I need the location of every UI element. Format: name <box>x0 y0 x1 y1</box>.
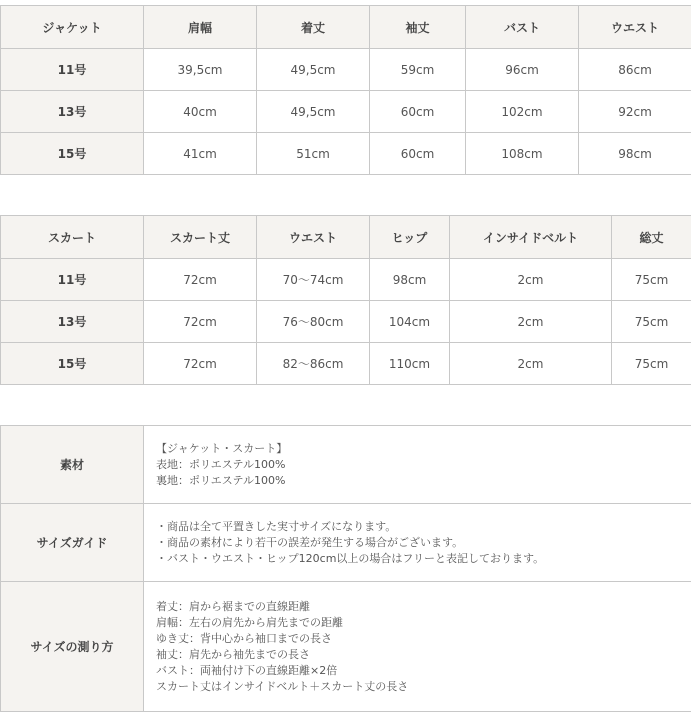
material-line: 裏地：ポリエステル100% <box>156 473 286 487</box>
column-header: ウエスト <box>257 216 370 259</box>
jacket-size-table <box>0 5 691 175</box>
table-cell: 2cm <box>450 301 612 343</box>
size-label: 15号 <box>1 133 144 175</box>
column-header: スカート <box>1 216 144 259</box>
table-header-row <box>1 216 691 259</box>
measure-line: スカート丈はインサイドベルト＋スカート丈の長さ <box>156 679 409 693</box>
table-cell: 75cm <box>612 301 691 343</box>
table-row <box>1 301 691 343</box>
table-cell: 51cm <box>257 133 370 175</box>
table-cell: 102cm <box>466 91 579 133</box>
table-cell: 96cm <box>466 49 579 91</box>
table-cell: 70〜74cm <box>257 259 370 301</box>
table-header-row <box>1 6 691 49</box>
table-cell: 60cm <box>370 133 466 175</box>
measure-row <box>1 582 691 712</box>
measure-label: サイズの測り方 <box>1 582 144 712</box>
table-row <box>1 133 691 175</box>
table-cell: 39,5cm <box>144 49 257 91</box>
measure-line: 袖丈：肩先から袖先までの長さ <box>156 647 310 661</box>
table-cell: 49,5cm <box>257 49 370 91</box>
size-guide-line: ・商品は全て平置きした実寸サイズになります。 <box>156 519 397 533</box>
table-cell: 40cm <box>144 91 257 133</box>
table-cell: 92cm <box>579 91 691 133</box>
table-cell: 75cm <box>612 259 691 301</box>
table-cell: 76〜80cm <box>257 301 370 343</box>
product-info-table <box>0 425 691 712</box>
column-header: ウエスト <box>579 6 691 49</box>
table-cell: 104cm <box>370 301 450 343</box>
column-header: 総丈 <box>612 216 691 259</box>
size-label: 13号 <box>1 91 144 133</box>
material-line: 【ジャケット・スカート】 <box>156 441 288 455</box>
size-guide-row <box>1 504 691 582</box>
table-cell: 41cm <box>144 133 257 175</box>
table-cell: 2cm <box>450 343 612 385</box>
table-cell: 49,5cm <box>257 91 370 133</box>
measure-line: 着丈：肩から裾までの直線距離 <box>156 599 310 613</box>
table-cell: 82〜86cm <box>257 343 370 385</box>
table-row <box>1 91 691 133</box>
column-header: ジャケット <box>1 6 144 49</box>
column-header: 肩幅 <box>144 6 257 49</box>
column-header: 袖丈 <box>370 6 466 49</box>
measure-line: 肩幅：左右の肩先から肩先までの距離 <box>156 615 343 629</box>
table-cell: 110cm <box>370 343 450 385</box>
size-guide-content <box>144 504 691 582</box>
measure-content <box>144 582 691 712</box>
skirt-size-table <box>0 215 691 385</box>
table-cell: 72cm <box>144 259 257 301</box>
table-cell: 75cm <box>612 343 691 385</box>
measure-line: ゆき丈：背中心から袖口までの長さ <box>156 631 332 645</box>
column-header: バスト <box>466 6 579 49</box>
size-guide-line: ・バスト・ウエスト・ヒップ120cm以上の場合はフリーと表記しております。 <box>156 551 545 565</box>
table-row <box>1 259 691 301</box>
table-cell: 60cm <box>370 91 466 133</box>
table-cell: 98cm <box>579 133 691 175</box>
table-cell: 59cm <box>370 49 466 91</box>
material-label: 素材 <box>1 426 144 504</box>
table-row <box>1 343 691 385</box>
size-label: 11号 <box>1 259 144 301</box>
table-cell: 86cm <box>579 49 691 91</box>
table-cell: 72cm <box>144 301 257 343</box>
table-row <box>1 49 691 91</box>
column-header: 着丈 <box>257 6 370 49</box>
material-row <box>1 426 691 504</box>
size-guide-label: サイズガイド <box>1 504 144 582</box>
size-guide-line: ・商品の素材により若干の誤差が発生する場合がございます。 <box>156 535 464 549</box>
table-cell: 98cm <box>370 259 450 301</box>
table-cell: 2cm <box>450 259 612 301</box>
material-line: 表地：ポリエステル100% <box>156 457 286 471</box>
column-header: インサイドベルト <box>450 216 612 259</box>
table-cell: 72cm <box>144 343 257 385</box>
size-label: 15号 <box>1 343 144 385</box>
column-header: スカート丈 <box>144 216 257 259</box>
size-label: 13号 <box>1 301 144 343</box>
measure-line: バスト：両袖付け下の直線距離×2倍 <box>156 663 338 677</box>
material-content <box>144 426 691 504</box>
column-header: ヒップ <box>370 216 450 259</box>
size-label: 11号 <box>1 49 144 91</box>
table-cell: 108cm <box>466 133 579 175</box>
